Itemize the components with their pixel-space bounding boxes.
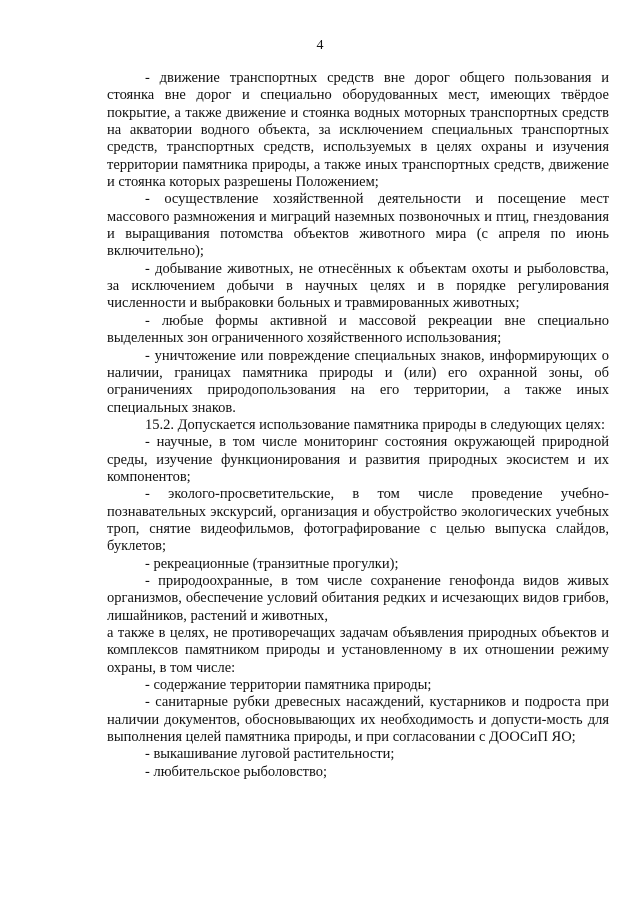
paragraph-recreational: - рекреационные (транзитные прогулки);: [145, 555, 399, 572]
paragraph-economic-activity: - осуществление хозяйственной деятельности и посещение мест массового размножения и миграций наземных позвоночных и птиц, гнездования и выращивания потомства объектов животного мира (с апреля по июнь включительно);: [107, 191, 609, 260]
paragraph-territory-maintenance: - содержание территории памятника природы;: [145, 677, 432, 694]
paragraph-section-15-2: 15.2. Допускается использование памятника природы в следующих целях:: [145, 416, 605, 433]
paragraph-mowing: - выкашивание луговой растительности;: [145, 746, 395, 763]
paragraph-eco-educational: - эколого-просветительские, в том числе проведение учебно-познавательных экскурсий, организация и обустройство экологических учебных троп, снятие видеофильмов, фотографирование с целью выпуска слайдов, буклетов;: [107, 486, 609, 555]
paragraph-amateur-fishing: - любительское рыболовство;: [145, 763, 327, 780]
paragraph-vehicle-traffic: - движение транспортных средств вне дорог общего пользования и стоянка вне дорог и специально оборудованных мест, имеющих твёрдое покрытие, а также движение и стоянка водных моторных транспортных средств на акватории водного объекта, за исключением специальных транспортных средств, транспортных средств, используемых в целях охраны и изучения территории памятника природы, а также иных транспортных средств, движение и стоянка которых разрешены Положением;: [107, 70, 609, 191]
paragraph-conservation: - природоохранные, в том числе сохранение генофонда видов живых организмов, обеспечение условий обитания редких и исчезающих видов грибов, лишайников, растений и животных,: [107, 572, 609, 624]
paragraph-signs-destruction: - уничтожение или повреждение специальных знаков, информирующих о наличии, границах памятника природы и (или) его охранной зоны, об ограничениях природопользования на его территории, а также иных специальных знаков.: [107, 347, 609, 416]
paragraph-sanitary-felling: - санитарные рубки древесных насаждений, кустарников и подроста при наличии документов, обосновывающих их необходимость и допусти-мость для выполнения целей памятника природы, и при согласовании с ДООСиП ЯО;: [107, 694, 609, 746]
page-number: 4: [316, 38, 324, 53]
document-body: [107, 70, 609, 781]
paragraph-animal-hunting: - добывание животных, не отнесённых к объектам охоты и рыболовства, за исключением добычи в научных целях и в порядке регулирования численности и выбраковки больных и травмированных животных;: [107, 260, 609, 312]
paragraph-recreation: - любые формы активной и массовой рекреации вне специально выделенных зон ограниченного хозяйственного использования;: [107, 312, 609, 347]
paragraph-scientific: - научные, в том числе мониторинг состояния окружающей природной среды, изучение функционирования и развития природных экосистем и их компонентов;: [107, 434, 609, 485]
paragraph-also-purposes: а также в целях, не противоречащих задачам объявления природных объектов и комплексов памятником природы и установленному в их отношении режиму охраны, в том числе:: [107, 625, 609, 676]
